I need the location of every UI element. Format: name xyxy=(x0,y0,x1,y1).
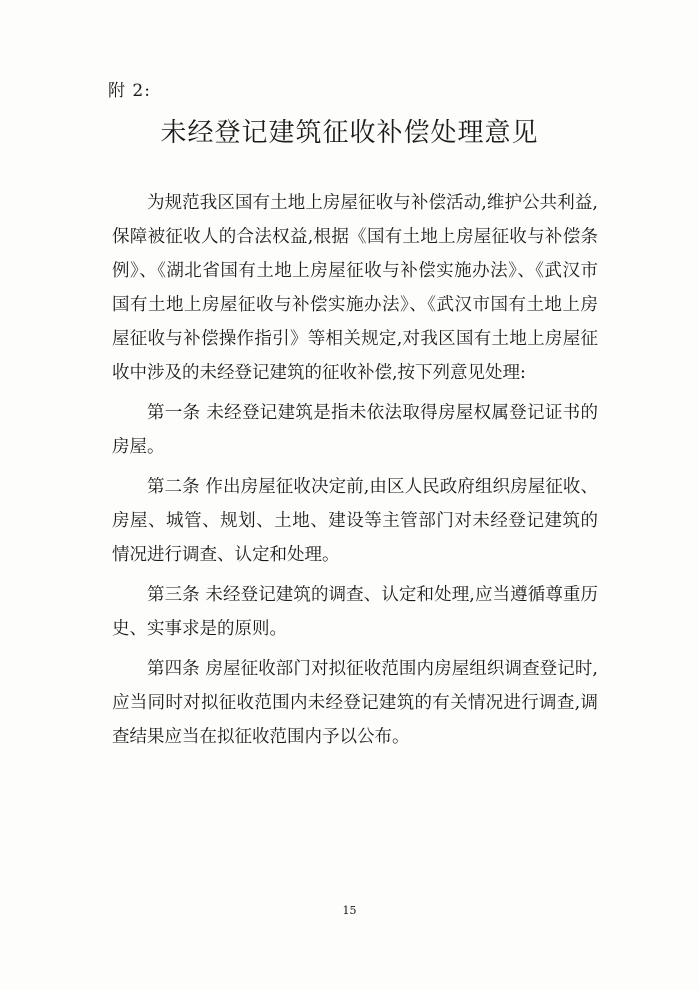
article-4: 第四条 房屋征收部门对拟征收范围内房屋组织调查登记时,应当同时对拟征收范围内未经登记建筑的有关情况进行调查,调查结果应当在拟征收范围内予以公布。 xyxy=(112,659,598,747)
document-body xyxy=(112,186,598,754)
intro-paragraph: 为规范我区国有土地上房屋征收与补偿活动,维护公共利益,保障被征收人的合法权益,根据《国有土地上房屋征收与补偿条例》、《湖北省国有土地上房屋征收与补偿实施办法》、《武汉市国有土地上房屋征收与补偿实施办法》、《武汉市国有土地上房屋征收与补偿操作指引》等相关规定,对我区国有土地上房屋征收中涉及的未经登记建筑的征收补偿,按下列意见处理: xyxy=(112,193,598,383)
page-number: 15 xyxy=(342,904,357,917)
article-3: 第三条 未经登记建筑的调查、认定和处理,应当遵循尊重历史、实事求是的原则。 xyxy=(112,585,598,639)
attachment-label: 附 2: xyxy=(108,81,151,101)
article-2: 第二条 作出房屋征收决定前,由区人民政府组织房屋征收、房屋、城管、规划、土地、建设等主管部门对未经登记建筑的情况进行调查、认定和处理。 xyxy=(112,477,598,565)
document-title: 未经登记建筑征收补偿处理意见 xyxy=(160,118,539,148)
article-1: 第一条 未经登记建筑是指未依法取得房屋权属登记证书的房屋。 xyxy=(112,403,598,457)
